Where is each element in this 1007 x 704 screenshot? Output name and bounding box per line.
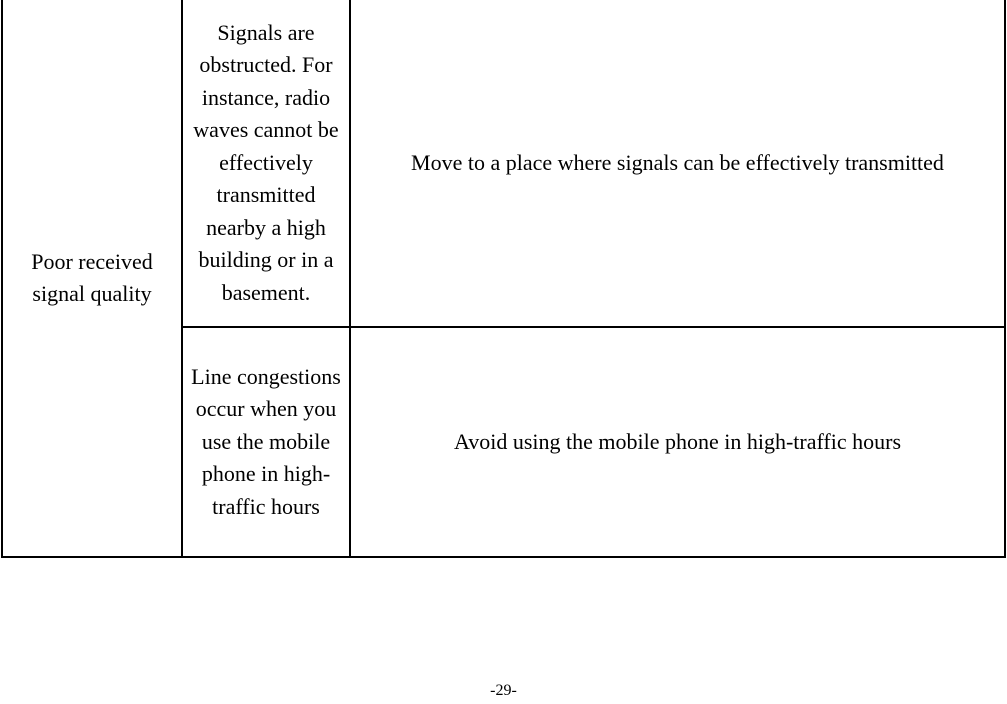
problem-text: Poor received signal quality (31, 248, 153, 306)
cause-text: Signals are obstructed. For instance, radio waves cannot be effectively transmitted nearby a high building or in a basement. (193, 19, 339, 305)
solution-text: Avoid using the mobile phone in high-traffic hours (453, 428, 902, 454)
solution-cell (350, 0, 1005, 327)
cause-cell (182, 327, 350, 557)
solution-text: Move to a place where signals can be effectively transmitted (411, 149, 944, 175)
problem-cell (2, 0, 182, 557)
page-number: -29- (490, 682, 517, 699)
cause-text: Line congestions occur when you use the mobile phone in high-traffic hours (191, 363, 341, 519)
table-row (2, 0, 1005, 327)
solution-cell (350, 327, 1005, 557)
troubleshooting-table (1, 0, 1006, 558)
cause-cell (182, 0, 350, 327)
